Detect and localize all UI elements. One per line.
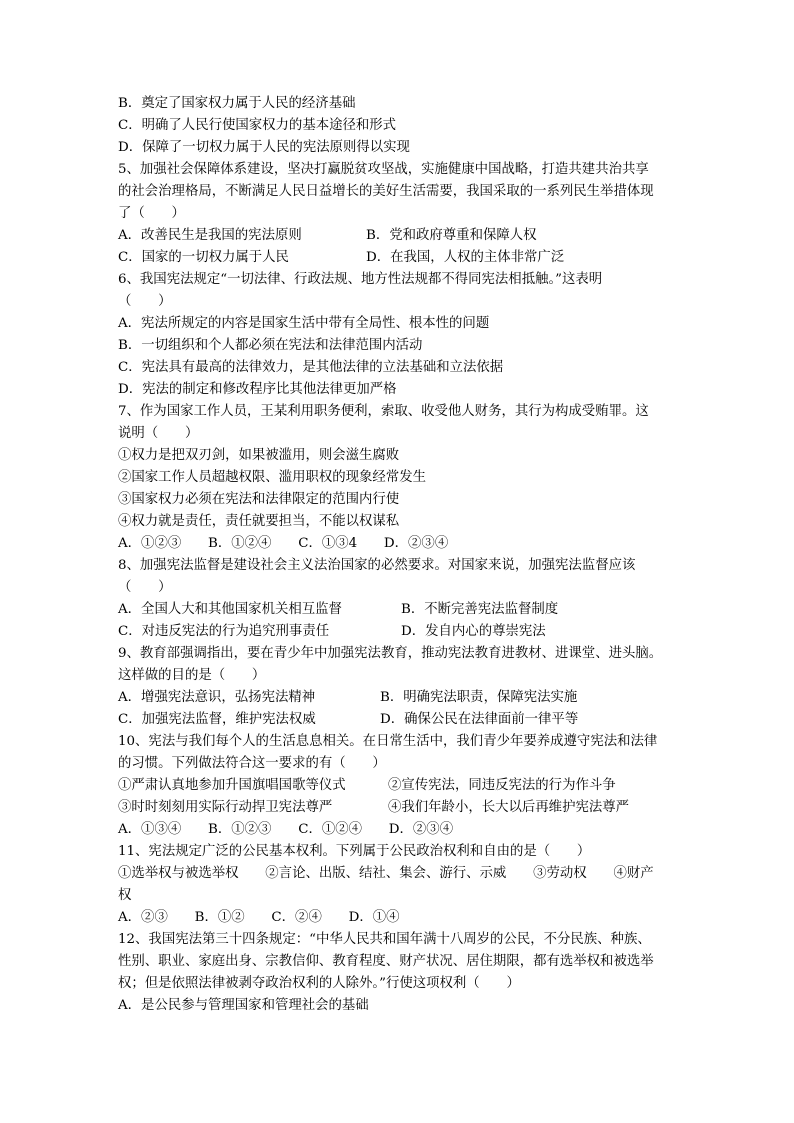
option-row [118, 775, 688, 797]
text-line: （ ） [118, 580, 172, 595]
text-line: 性别、职业、家庭出身、宗教信仰、教育程度、财产状况、居住期限，都有选举权和被选举 [118, 954, 654, 969]
text-line: 12、我国宪法第三十四条规定：“中华人民共和国年满十八周岁的公民，不分民族、种族、 [118, 932, 651, 947]
text-line: 11、宪法规定广泛的公民基本权利。下列属于公民政治权利和自由的是（ ） [118, 844, 591, 859]
text-line: 7、作为国家工作人员，王某利用职务便利，索取、收受他人财务，其行为构成受贿罪。这 [118, 404, 649, 419]
text-line: ④权力就是责任，责任就要担当，不能以权谋私 [118, 514, 400, 529]
text-line: C．明确了人民行使国家权力的基本途径和形式 [118, 118, 397, 133]
text-line: 5、加强社会保障体系建设，坚决打赢脱贫攻坚战，实施健康中国战略，打造共建共治共享 [118, 162, 649, 177]
text-line: 的社会治理格局，不断满足人民日益增长的美好生活需要，我国采取的一系列民生举措体现 [118, 184, 654, 199]
option-left: C．加强宪法监督，维护宪法权威 [118, 712, 316, 727]
option-right: B．明确宪法职责，保障宪法实施 [380, 690, 578, 705]
option-row [118, 225, 688, 247]
text-line: 9、教育部强调指出，要在青少年中加强宪法教育，推动宪法教育进教材、进课堂、进头脑。 [118, 646, 663, 661]
text-line: A．②③ B．①② C．②④ D．①④ [118, 910, 400, 925]
option-row [118, 797, 688, 819]
option-left: A．改善民生是我国的宪法原则 [118, 228, 302, 243]
text-line: 说明（ ） [118, 426, 199, 441]
text-line: 6、我国宪法规定“一切法律、行政法规、地方性法规都不得同宪法相抵触。”这表明 [118, 272, 603, 287]
option-row [118, 709, 688, 731]
option-left: A．增强宪法意识，弘扬宪法精神 [118, 690, 316, 705]
option-row [118, 247, 688, 269]
text-line: 10、宪法与我们每个人的生活息息相关。在日常生活中，我们青少年要养成遵守宪法和法律 [118, 734, 658, 749]
text-line: ②国家工作人员超越权限、滥用职权的现象经常发生 [118, 470, 426, 485]
option-left: A．全国人大和其他国家机关相互监督 [118, 602, 342, 617]
option-right: D．确保公民在法律面前一律平等 [380, 712, 579, 727]
text-line: B．一切组织和个人都必须在宪法和法律范围内活动 [118, 338, 423, 353]
text-line: 这样做的目的是（ ） [118, 668, 266, 683]
option-right: D．在我国，人权的主体非常广泛 [366, 250, 565, 265]
option-left: ①严肃认真地参加升国旗唱国歌等仪式 [118, 778, 346, 793]
text-line: （ ） [118, 294, 172, 309]
option-right: B．不断完善宪法监督制度 [401, 602, 559, 617]
option-left: ③时时刻刻用实际行动捍卫宪法尊严 [118, 800, 333, 815]
option-row [118, 621, 688, 643]
text-line: ①权力是把双刃剑，如果被滥用，则会滋生腐败 [118, 448, 400, 463]
option-row [118, 687, 688, 709]
text-line: 权；但是依照法律被剥夺政治权利的人除外。”行使这项权利（ ） [118, 976, 520, 991]
text-line: 的习惯。下列做法符合这一要求的有（ ） [118, 756, 386, 771]
text-line: D．宪法的制定和修改程序比其他法律更加严格 [118, 382, 397, 397]
text-line: 了（ ） [118, 206, 185, 221]
option-left: C．对违反宪法的行为追究刑事责任 [118, 624, 330, 639]
text-line: A．宪法所规定的内容是国家生活中带有全局性、根本性的问题 [118, 316, 490, 331]
text-line: A．是公民参与管理国家和管理社会的基础 [118, 998, 369, 1013]
document-page [118, 93, 688, 1017]
option-left: C．国家的一切权力属于人民 [118, 250, 289, 265]
text-line: A．①③④ B．①②③ C．①②④ D．②③④ [118, 822, 454, 837]
text-line: D．保障了一切权力属于人民的宪法原则得以实现 [118, 140, 410, 155]
text-line: 8、加强宪法监督是建设社会主义法治国家的必然要求。对国家来说，加强宪法监督应该 [118, 558, 636, 573]
text-line: ③国家权力必须在宪法和法律限定的范围内行使 [118, 492, 400, 507]
option-right: D．发自内心的尊崇宪法 [401, 624, 546, 639]
option-right: B．党和政府尊重和保障人权 [366, 228, 537, 243]
text-line: C．宪法具有最高的法律效力，是其他法律的立法基础和立法依据 [118, 360, 504, 375]
text-line: A．①②③ B．①②④ C．①③4 D．②③④ [118, 536, 449, 551]
option-row [118, 599, 688, 621]
text-line: ①选举权与被选举权 ②言论、出版、结社、集会、游行、示威 ③劳动权 ④财产 [118, 866, 654, 881]
text-line: B．奠定了国家权力属于人民的经济基础 [118, 96, 356, 111]
option-right: ②宣传宪法，同违反宪法的行为作斗争 [388, 778, 616, 793]
text-line: 权 [118, 888, 132, 903]
option-right: ④我们年龄小，长大以后再维护宪法尊严 [388, 800, 630, 815]
